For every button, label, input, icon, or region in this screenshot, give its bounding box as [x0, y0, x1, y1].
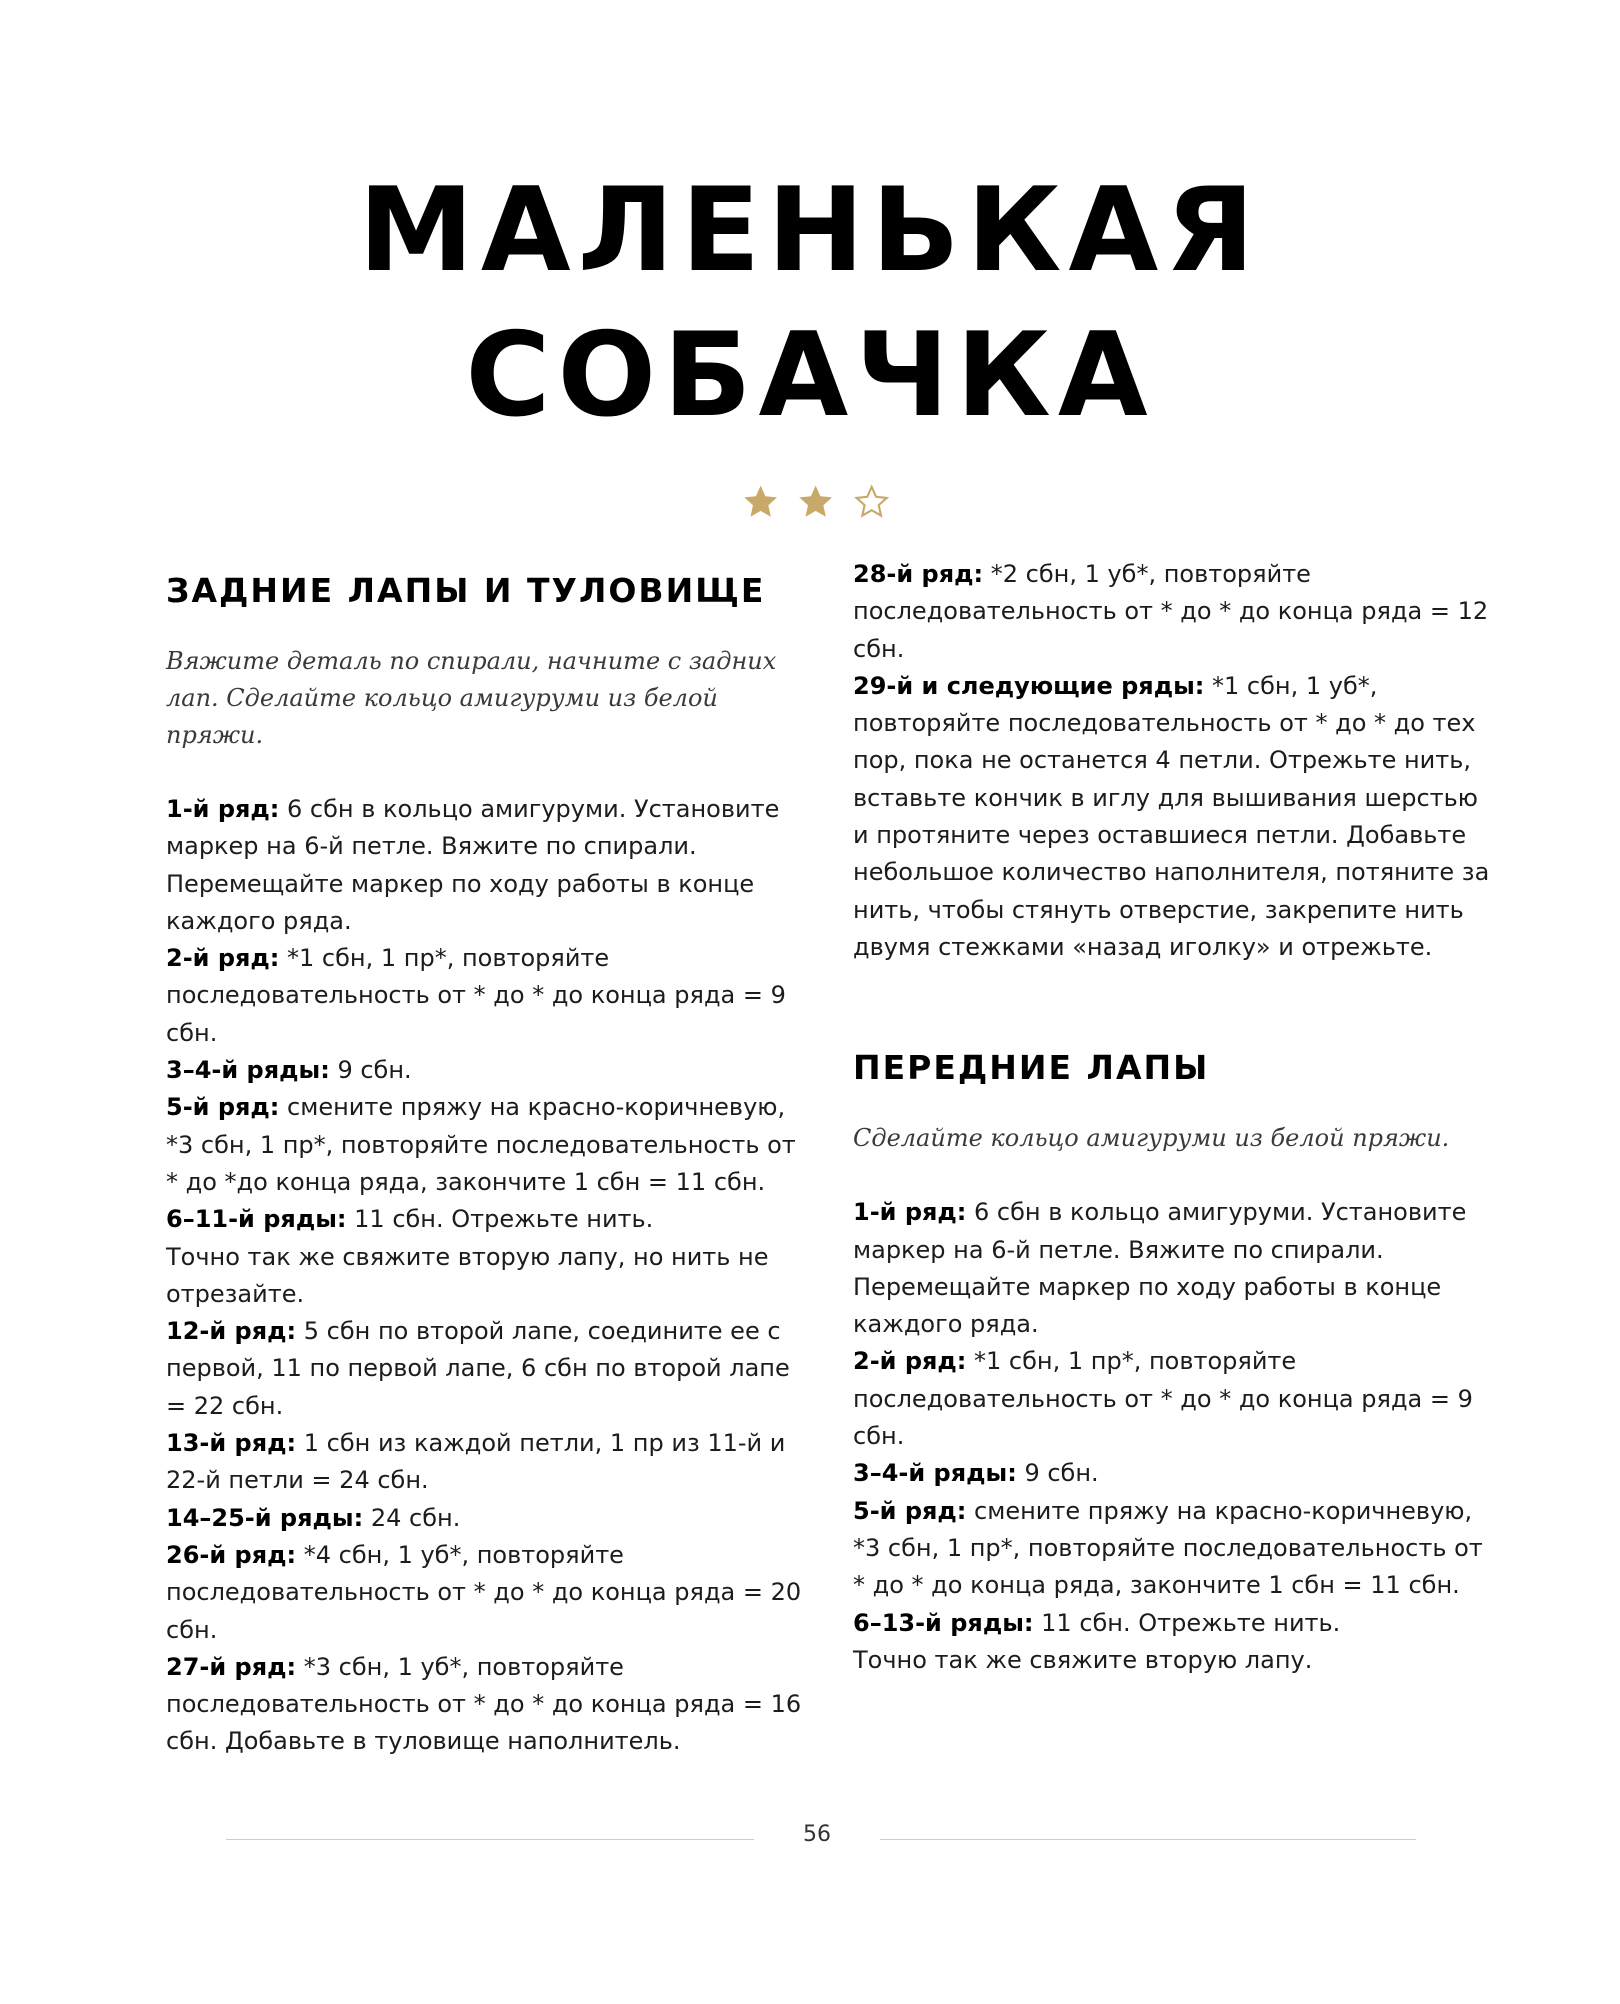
right-column	[853, 556, 1493, 1679]
row-label: 6–13-й ряды:	[853, 1608, 1034, 1637]
pattern-row	[853, 1455, 1493, 1492]
page-title	[0, 158, 1620, 448]
row-instructions: *1 сбн, 1 уб*, повторяйте последовательность от * до * до тех пор, пока не останется 4 петли. Отрежьте нить, вставьте кончик в иглу для вышивания шерстью и протяните через оставшиеся петли. Добавьте небольшое количество наполнителя, потяните за нить, чтобы стянуть отверстие, закрепите нить двумя стежками «назад иголку» и отрежьте.	[853, 671, 1490, 961]
title-line-1: МАЛЕНЬКАЯ	[358, 163, 1262, 298]
row-instructions: 6 сбн в кольцо амигуруми. Установите маркер на 6-й петле. Вяжите по спирали. Перемещайте маркер по ходу работы в конце каждого ряда.	[853, 1198, 1467, 1339]
row-label: 26-й ряд:	[166, 1540, 297, 1569]
section-heading-front-legs: ПЕРЕДНИЕ ЛАПЫ	[853, 1048, 1210, 1088]
row-instructions: смените пряжу на красно-коричневую, *3 сбн, 1 пр*, повторяйте последовательность от * до *до конца ряда, закончите 1 сбн = 11 сбн.	[166, 1093, 796, 1196]
pattern-row	[166, 1537, 806, 1649]
pattern-row	[166, 1649, 806, 1761]
footer-rule-left	[226, 1839, 754, 1840]
row-label: 1-й ряд:	[166, 795, 280, 823]
row-instructions: 1 сбн из каждой петли, 1 пр из 11-й и 22-й петли = 24 сбн.	[166, 1429, 786, 1495]
row-label: 27-й ряд:	[166, 1652, 297, 1681]
star-filled-icon	[741, 482, 780, 522]
row-label: 2-й ряд:	[853, 1347, 967, 1376]
page-number: 56	[803, 1822, 831, 1847]
left-column	[166, 555, 806, 1761]
pattern-row	[166, 1089, 806, 1201]
row-label: 5-й ряд:	[853, 1496, 967, 1525]
pattern-row	[166, 1052, 806, 1089]
row-instructions: 24 сбн.	[363, 1503, 461, 1532]
row-label: 1-й ряд:	[853, 1198, 967, 1227]
row-instructions: 5 сбн по второй лапе, соедините ее с первой, 11 по первой лапе, 6 сбн по второй лапе = 22 сбн.	[166, 1317, 790, 1420]
pattern-row	[853, 1194, 1493, 1343]
pattern-row	[166, 791, 806, 940]
pattern-rows	[166, 791, 806, 1761]
section-intro: Вяжите деталь по спирали, начните с задних лап. Сделайте кольцо амигуруми из белой пряжи.	[166, 647, 777, 749]
star-filled-icon	[796, 482, 835, 522]
footer-rule-right	[880, 1839, 1416, 1840]
row-instructions: 9 сбн.	[329, 1056, 412, 1085]
pattern-rows-continued	[853, 556, 1493, 966]
row-label: 14–25-й ряды:	[166, 1503, 364, 1532]
pattern-row	[166, 1239, 806, 1314]
pattern-row	[166, 1425, 806, 1500]
star-outline-icon	[852, 482, 891, 522]
pattern-row	[853, 1343, 1493, 1455]
row-instructions: *1 сбн, 1 пр*, повторяйте последовательность от * до * до конца ряда = 9 сбн.	[853, 1347, 1473, 1451]
row-instructions: *4 сбн, 1 уб*, повторяйте последовательность от * до * до конца ряда = 20 сбн.	[166, 1540, 802, 1644]
page-footer	[226, 1818, 1416, 1858]
row-label: 29-й и следующие ряды:	[853, 671, 1205, 700]
row-instructions: Точно так же свяжите вторую лапу.	[853, 1645, 1313, 1674]
row-instructions: *3 сбн, 1 уб*, повторяйте последовательность от * до * до конца ряда = 16 сбн. Добавьте в туловище наполнитель.	[166, 1652, 802, 1756]
row-label: 3–4-й ряды:	[166, 1056, 330, 1085]
row-label: 5-й ряд:	[166, 1093, 280, 1122]
pattern-row	[853, 668, 1493, 966]
section-heading-hind-legs: ЗАДНИЕ ЛАПЫ И ТУЛОВИЩЕ	[166, 571, 766, 610]
pattern-row	[853, 1605, 1493, 1642]
row-label: 3–4-й ряды:	[853, 1459, 1017, 1488]
row-instructions: 11 сбн. Отрежьте нить.	[346, 1205, 654, 1234]
pattern-row	[853, 1642, 1493, 1679]
row-label: 13-й ряд:	[166, 1429, 297, 1458]
pattern-rows	[853, 1194, 1493, 1679]
row-instructions: 6 сбн в кольцо амигуруми. Установите маркер на 6-й петле. Вяжите по спирали. Перемещайте маркер по ходу работы в конце каждого ряда.	[166, 795, 780, 935]
row-label: 2-й ряд:	[166, 944, 280, 973]
row-label: 12-й ряд:	[166, 1317, 297, 1346]
row-instructions: Точно так же свяжите вторую лапу, но нить не отрезайте.	[166, 1242, 769, 1308]
pattern-row	[166, 1201, 806, 1238]
row-instructions: *1 сбн, 1 пр*, повторяйте последовательность от * до * до конца ряда = 9 сбн.	[166, 944, 786, 1047]
row-label: 6–11-й ряды:	[166, 1205, 347, 1234]
pattern-row	[853, 556, 1493, 668]
pattern-row	[166, 940, 806, 1052]
pattern-row	[166, 1313, 806, 1425]
section-intro: Сделайте кольцо амигуруми из белой пряжи.	[853, 1124, 1450, 1153]
pattern-row	[166, 1500, 806, 1537]
row-instructions: смените пряжу на красно-коричневую, *3 сбн, 1 пр*, повторяйте последовательность от * до * до конца ряда, закончите 1 сбн = 11 сбн.	[853, 1496, 1483, 1600]
difficulty-rating	[741, 482, 891, 528]
row-instructions: 11 сбн. Отрежьте нить.	[1033, 1608, 1341, 1637]
row-label: 28-й ряд:	[853, 560, 984, 588]
row-instructions: *2 сбн, 1 уб*, повторяйте последовательность от * до * до конца ряда = 12 сбн.	[853, 560, 1489, 663]
title-line-2: СОБАЧКА	[465, 308, 1155, 443]
row-instructions: 9 сбн.	[1016, 1459, 1099, 1488]
pattern-row	[853, 1493, 1493, 1605]
